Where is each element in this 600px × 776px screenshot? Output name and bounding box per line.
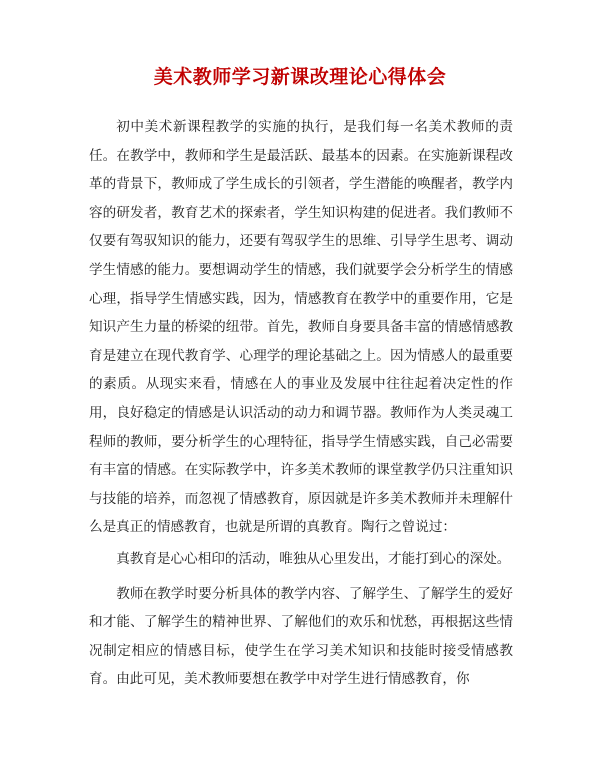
document-title: 美术教师学习新课改理论心得体会 [153,66,447,88]
document-body [89,113,513,694]
quote-paragraph: 真教育是心心相印的活动，唯独从心里发出，才能打到心的深处。 [116,550,511,567]
body-paragraph-1: 初中美术新课程教学的实施的执行，是我们每一名美术教师的责任。在教学中，教师和学生是最活跃、最基本的因素。在实施新课程改革的背景下，教师成了学生成长的引领者，学生潜能的唤醒者，教学内容的研发者，教育艺术的探索者，学生知识构建的促进者。我们教师不仅要有驾驭知识的能力，还要有驾驭学生的思维、引导学生思考、调动学生情感的能力。要想调动学生的情感，我们就要学会分析学生的情感心理，指导学生情感实践，因为，情感教育在教学中的重要作用，它是知识产生力量的桥梁的纽带。首先，教师自身要具备丰富的情感情感教育是建立在现代教育学、心理学的理论基础之上。因为情感人的最重要的素质。从现实来看，情感在人的事业及发展中往往起着决定性的作用，良好稳定的情感是认识活动的动力和调节器。教师作为人类灵魂工程师的教师，要分析学生的心理特征，指导学生情感实践，自己必需要有丰富的情感。在实际教学中，许多美术教师的课堂教学仍只注重知识与技能的培养，而忽视了情感教育，原因就是许多美术教师并未理解什么是真正的情感教育，也就是所谓的真教育。陶行之曾说过： [89,119,513,536]
body-paragraph-2: 教师在教学时要分析具体的教学内容、了解学生、了解学生的爱好和才能、了解学生的精神世界、了解他们的欢乐和忧愁，再根据这些情况制定相应的情感目标，使学生在学习美术知识和技能时接受情感教育。由此可见，美术教师要想在教学中对学生进行情感教育，你 [89,585,513,688]
